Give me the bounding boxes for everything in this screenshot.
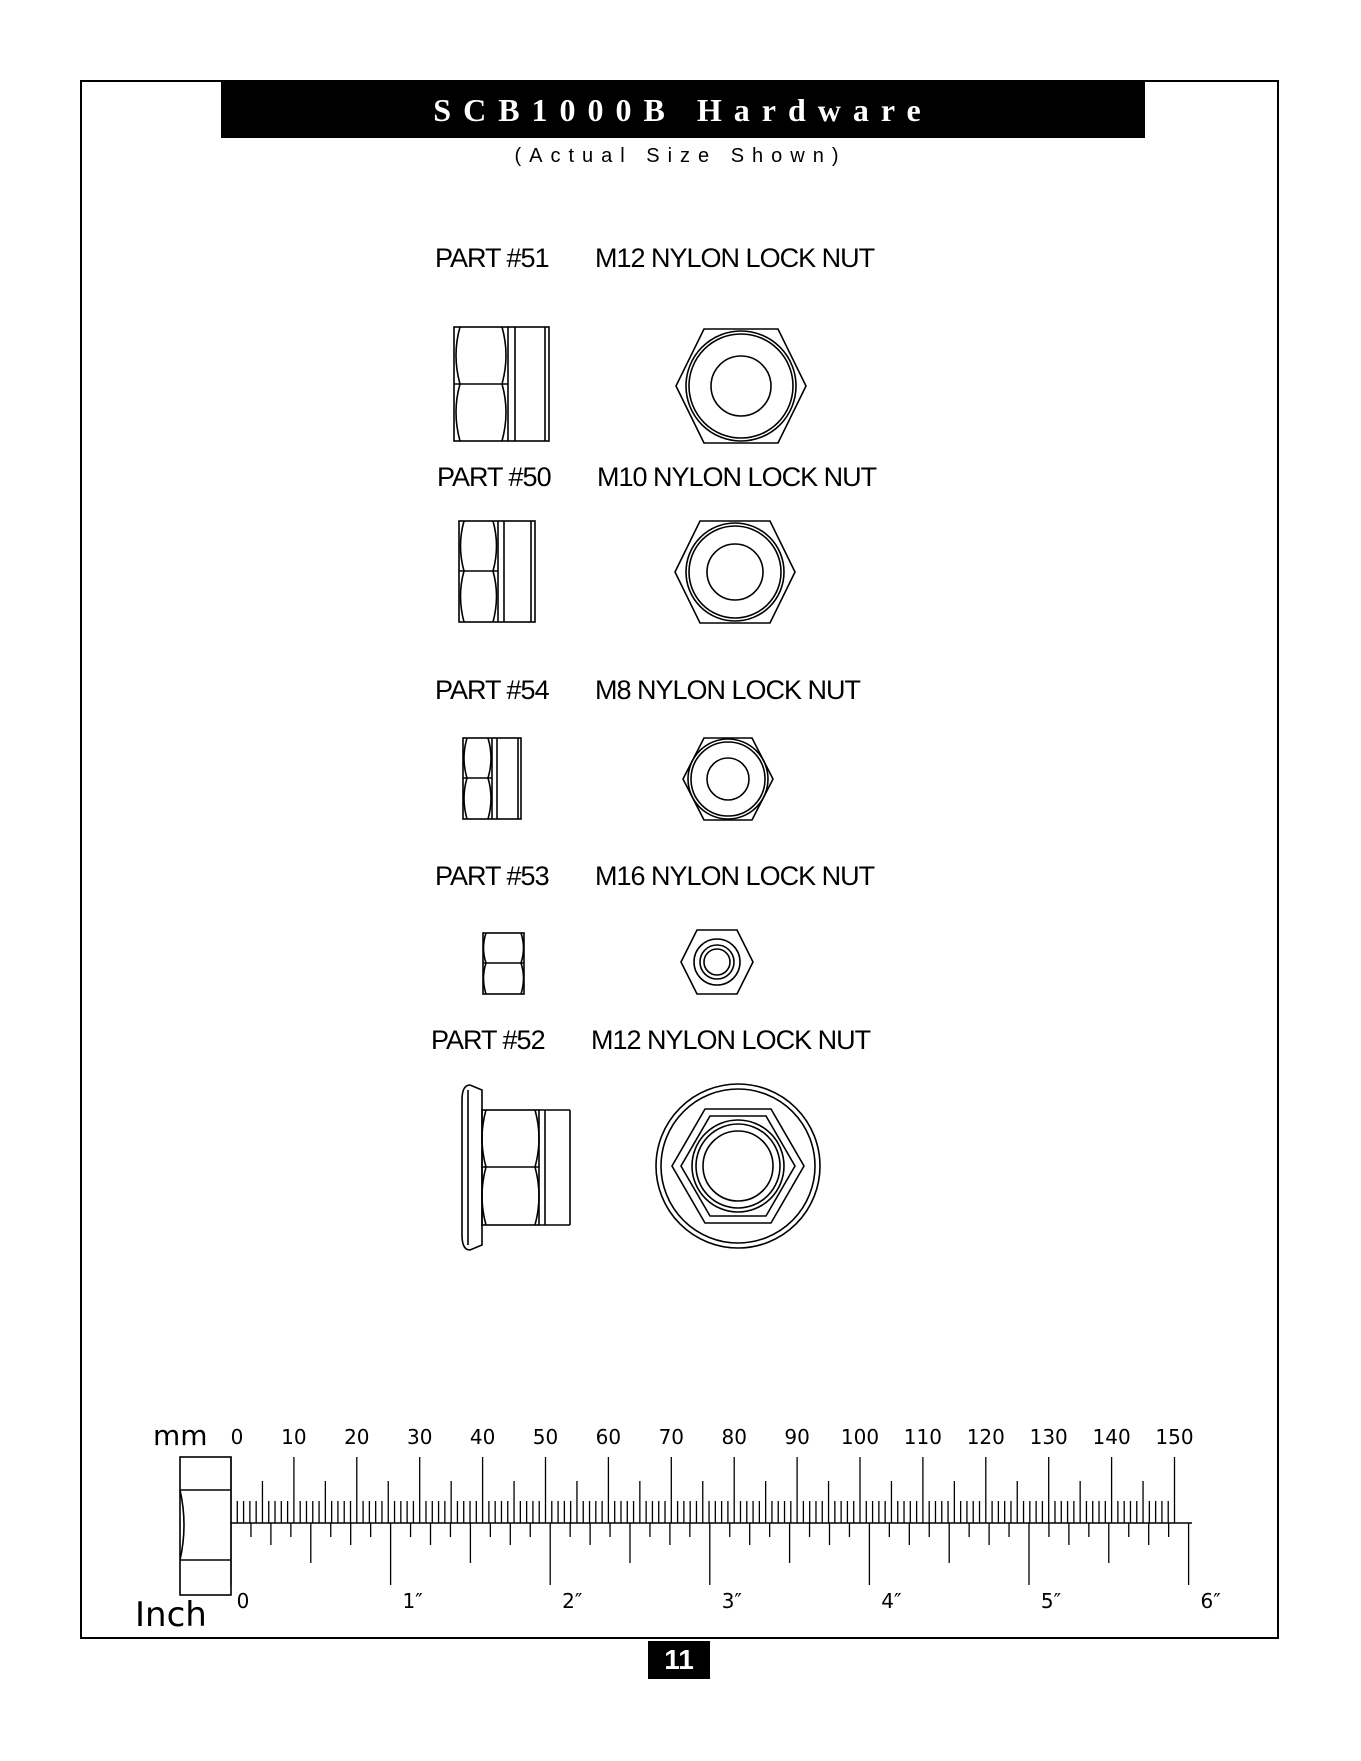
mm-tick-label: 130 [1029, 1425, 1068, 1449]
mm-tick-label: 80 [721, 1425, 747, 1449]
inch-tick-label: 1″ [402, 1589, 423, 1613]
part-number: PART #52 [431, 1025, 545, 1055]
part-number: PART #54 [435, 675, 549, 705]
inch-tick-label: 0 [236, 1589, 250, 1613]
mm-tick-label: 0 [230, 1425, 244, 1449]
mm-tick-label: 50 [532, 1425, 559, 1449]
inch-tick-label: 4″ [881, 1589, 902, 1613]
mm-tick-label: 110 [903, 1425, 942, 1449]
mm-tick-label: 60 [595, 1425, 622, 1449]
inch-tick-label: 2″ [562, 1589, 583, 1613]
mm-tick-label: 40 [469, 1425, 496, 1449]
part-description: M12 NYLON LOCK NUT [591, 1025, 871, 1055]
mm-tick-label: 70 [658, 1425, 685, 1449]
inch-unit-label: Inch [135, 1595, 207, 1635]
part-number: PART #50 [437, 462, 551, 492]
mm-tick-label: 140 [1092, 1425, 1131, 1449]
part-number: PART #53 [435, 861, 549, 891]
mm-tick-label: 30 [406, 1425, 433, 1449]
mm-tick-label: 100 [840, 1425, 880, 1449]
part-description: M12 NYLON LOCK NUT [595, 243, 875, 273]
mm-scale [231, 1425, 1194, 1523]
inch-tick-label: 5″ [1040, 1589, 1062, 1613]
bolt-head-icon [180, 1457, 231, 1595]
mm-tick-label: 120 [966, 1425, 1005, 1449]
mm-tick-label: 150 [1155, 1425, 1194, 1449]
inch-tick-label: 6″ [1200, 1589, 1221, 1613]
part-description: M16 NYLON LOCK NUT [595, 861, 875, 891]
mm-tick-label: 90 [784, 1425, 810, 1449]
part-number: PART #51 [435, 243, 549, 273]
page-subtitle: (Actual Size Shown) [514, 145, 847, 167]
page-title-text: SCB1000B Hardware [433, 91, 933, 128]
mm-tick-label: 20 [344, 1425, 370, 1449]
mm-unit-label: mm [153, 1419, 208, 1452]
part-description: M8 NYLON LOCK NUT [595, 675, 861, 705]
page-number [648, 1641, 710, 1679]
mm-tick-label: 10 [281, 1425, 307, 1449]
inch-tick-label: 3″ [721, 1589, 742, 1613]
page-number-text: 11 [664, 1644, 694, 1675]
part-description: M10 NYLON LOCK NUT [597, 462, 877, 492]
inch-scale [231, 1523, 1221, 1613]
